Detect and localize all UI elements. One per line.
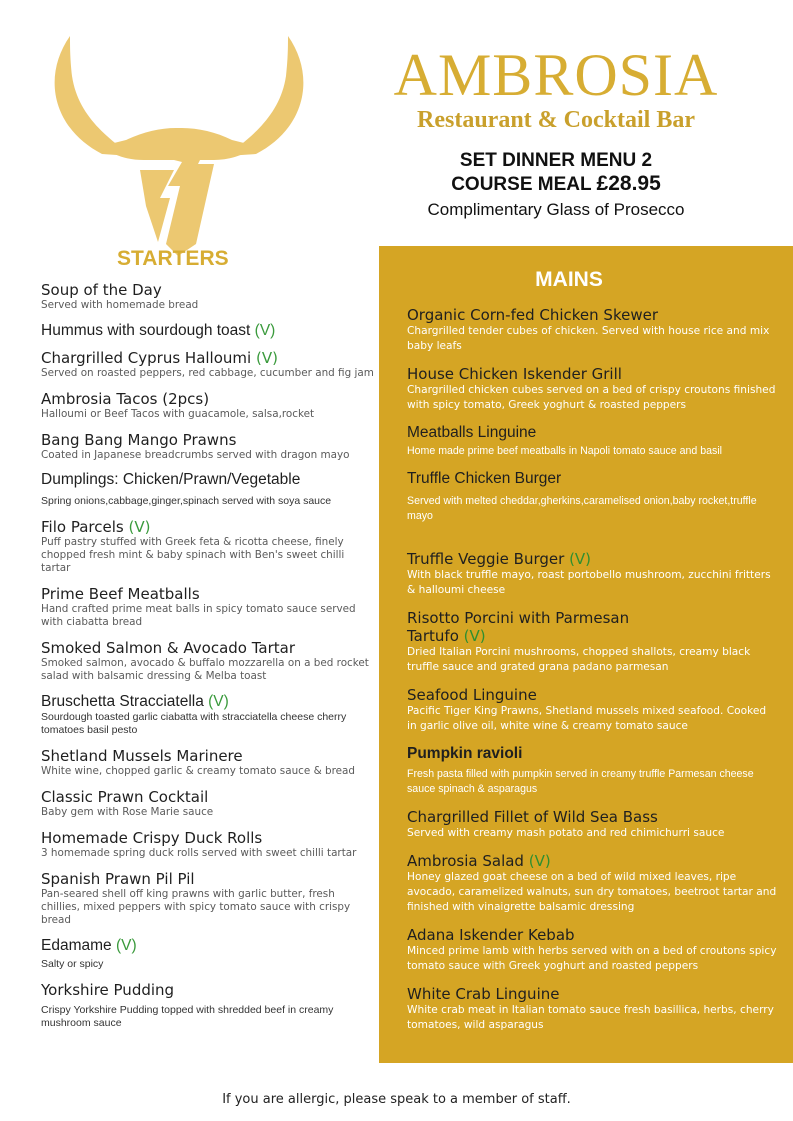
main-item xyxy=(407,808,779,841)
starter-item xyxy=(41,349,376,380)
main-name: Truffle Chicken Burger xyxy=(407,470,562,487)
vegetarian-badge: (V) xyxy=(528,852,551,870)
starter-desc: Hand crafted prime meat balls in spicy tomato sauce served with ciabatta bread xyxy=(41,603,356,628)
main-item xyxy=(407,609,779,675)
main-name: White Crab Linguine xyxy=(407,985,560,1003)
starter-name: Prime Beef Meatballs xyxy=(41,585,200,603)
starter-desc: Crispy Yorkshire Pudding topped with shredded beef in creamy mushroom sauce xyxy=(41,1004,334,1029)
main-desc: Home made prime beef meatballs in Napoli tomato sauce and basil xyxy=(407,445,723,457)
starter-name: Smoked Salmon & Avocado Tartar xyxy=(41,639,296,657)
main-name xyxy=(407,609,667,645)
set-menu-course-line xyxy=(386,172,726,196)
main-name: Pumpkin ravioli xyxy=(407,745,523,762)
main-item xyxy=(407,745,779,797)
starter-name-text: Filo Parcels xyxy=(41,518,124,536)
starter-name-text: Bruschetta Stracciatella xyxy=(41,693,204,710)
starter-name-text: Chargrilled Cyprus Halloumi xyxy=(41,349,252,367)
starter-name xyxy=(41,693,376,711)
set-menu-info xyxy=(386,149,726,222)
starter-item xyxy=(41,788,376,819)
vegetarian-badge: (V) xyxy=(254,322,276,339)
main-desc: With black truffle mayo, roast portobello mushroom, zucchini fritters & halloumi cheese xyxy=(407,569,771,596)
set-menu-price: £28.95 xyxy=(596,172,661,195)
main-name: Meatballs Linguine xyxy=(407,424,537,441)
starter-item xyxy=(41,870,376,927)
starter-desc: Sourdough toasted garlic ciabatta with stracciatella cheese cherry tomatoes basil pesto xyxy=(41,711,347,736)
course-label: COURSE MEAL xyxy=(451,174,592,195)
starter-desc: Baby gem with Rose Marie sauce xyxy=(41,806,214,818)
starter-desc: Puff pastry stuffed with Greek feta & ricotta cheese, finely chopped fresh mint & baby spinach with Ben's sweet chilli tartar xyxy=(41,536,345,574)
starters-heading: STARTERS xyxy=(117,247,229,270)
vegetarian-badge: (V) xyxy=(463,627,486,645)
starter-name xyxy=(41,518,376,536)
main-item xyxy=(407,985,779,1033)
starter-name: Yorkshire Pudding xyxy=(41,981,175,999)
starter-name: Classic Prawn Cocktail xyxy=(41,788,209,806)
starter-item xyxy=(41,390,376,421)
starter-name: Soup of the Day xyxy=(41,281,162,299)
main-name: Chargrilled Fillet of Wild Sea Bass xyxy=(407,808,658,826)
main-desc: Dried Italian Porcini mushrooms, chopped shallots, creamy black truffle sauce and grated grana padano parmesan xyxy=(407,646,751,673)
starter-item xyxy=(41,585,376,629)
main-item xyxy=(407,306,779,354)
starter-item xyxy=(41,693,376,737)
main-name: Seafood Linguine xyxy=(407,686,537,704)
starter-desc: Spring onions,cabbage,ginger,spinach served with soya sauce xyxy=(41,495,332,507)
starter-desc: Served with homemade bread xyxy=(41,299,199,311)
main-name xyxy=(407,550,779,568)
main-item xyxy=(407,926,779,974)
main-desc: Chargrilled tender cubes of chicken. Served with house rice and mix baby leafs xyxy=(407,325,770,352)
starter-name-text: Edamame xyxy=(41,937,112,954)
starter-desc: Halloumi or Beef Tacos with guacamole, salsa,rocket xyxy=(41,408,315,420)
starter-item xyxy=(41,322,376,340)
starter-item xyxy=(41,471,376,508)
brand-subtitle: Restaurant & Cocktail Bar xyxy=(417,107,695,133)
vegetarian-badge: (V) xyxy=(255,349,278,367)
main-item xyxy=(407,365,779,413)
starter-desc: White wine, chopped garlic & creamy tomato sauce & bread xyxy=(41,765,355,777)
mains-list xyxy=(407,306,779,1033)
main-desc: Fresh pasta filled with pumpkin served in creamy truffle Parmesan cheese sauce spinach & asparagus xyxy=(407,768,754,795)
starter-item xyxy=(41,518,376,575)
starter-desc: Coated in Japanese breadcrumbs served with dragon mayo xyxy=(41,449,350,461)
mains-heading: MAINS xyxy=(535,268,603,291)
mains-panel xyxy=(379,246,793,1063)
starters-list xyxy=(41,281,376,1030)
starter-item xyxy=(41,639,376,683)
main-name: Organic Corn-fed Chicken Skewer xyxy=(407,306,659,324)
main-desc: Honey glazed goat cheese on a bed of wild mixed leaves, ripe avocado, caramelized walnuts, sun dry tomatoes, beetroot tartar and finished with vinaigrette balsamic dressing xyxy=(407,871,777,913)
starter-desc: Pan-seared shell off king prawns with garlic butter, fresh chillies, mixed peppers with spicy tomato sauce with crispy bread xyxy=(41,888,351,926)
vegetarian-badge: (V) xyxy=(569,550,592,568)
main-name-text: Ambrosia Salad xyxy=(407,852,524,870)
allergy-note: If you are allergic, please speak to a member of staff. xyxy=(222,1092,571,1107)
starter-item xyxy=(41,747,376,778)
main-name: House Chicken Iskender Grill xyxy=(407,365,622,383)
starter-desc: Salty or spicy xyxy=(41,958,104,970)
starter-name: Spanish Prawn Pil Pil xyxy=(41,870,195,888)
main-name: Adana Iskender Kebab xyxy=(407,926,575,944)
starter-name xyxy=(41,349,376,367)
starter-name: Bang Bang Mango Prawns xyxy=(41,431,237,449)
main-name xyxy=(407,852,779,870)
starter-name xyxy=(41,937,376,955)
main-desc: Served with melted cheddar,gherkins,caramelised onion,baby rocket,truffle mayo xyxy=(407,495,757,522)
bull-logo-icon xyxy=(48,36,310,256)
vegetarian-badge: (V) xyxy=(208,693,229,710)
starter-item xyxy=(41,829,376,860)
starter-name: Dumplings: Chicken/Prawn/Vegetable xyxy=(41,471,301,488)
starter-desc: Served on roasted peppers, red cabbage, cucumber and fig jam xyxy=(41,367,374,379)
starter-desc: 3 homemade spring duck rolls served with sweet chilli tartar xyxy=(41,847,357,859)
main-desc: Minced prime lamb with herbs served with on a bed of croutons spicy tomato sauce with Greek yoghurt and roasted peppers xyxy=(407,945,777,972)
main-item xyxy=(407,852,779,915)
starter-desc: Smoked salmon, avocado & buffalo mozzarella on a bed rocket salad with balsamic dressing & Melba toast xyxy=(41,657,369,682)
starter-item xyxy=(41,937,376,971)
brand-header xyxy=(386,42,726,133)
main-item xyxy=(407,550,779,598)
starter-item xyxy=(41,431,376,462)
set-menu-prosecco: Complimentary Glass of Prosecco xyxy=(427,200,685,219)
starter-name xyxy=(41,322,376,340)
main-desc: White crab meat in Italian tomato sauce fresh basillica, herbs, cherry tomatoes, wild asparagus xyxy=(407,1004,774,1031)
starter-item xyxy=(41,281,376,312)
vegetarian-badge: (V) xyxy=(128,518,151,536)
brand-name: AMBROSIA xyxy=(393,42,719,108)
set-menu-title: SET DINNER MENU 2 xyxy=(459,150,653,171)
main-item xyxy=(407,470,779,524)
vegetarian-badge: (V) xyxy=(115,937,137,954)
main-desc: Chargrilled chicken cubes served on a bed of crispy croutons finished with spicy tomato, Greek yoghurt & roasted peppers xyxy=(407,384,776,411)
starter-name: Shetland Mussels Marinere xyxy=(41,747,243,765)
starter-name-text: Hummus with sourdough toast xyxy=(41,322,251,339)
main-item xyxy=(407,686,779,734)
starter-name: Ambrosia Tacos (2pcs) xyxy=(41,390,210,408)
main-name-text: Risotto Porcini with Parmesan Tartufo xyxy=(407,609,630,645)
starter-item xyxy=(41,981,376,1030)
main-name-text: Truffle Veggie Burger xyxy=(407,550,565,568)
main-desc: Pacific Tiger King Prawns, Shetland mussels mixed seafood. Cooked in garlic olive oil, white wine & creamy tomato sauce xyxy=(407,705,767,732)
starter-name: Homemade Crispy Duck Rolls xyxy=(41,829,263,847)
main-desc: Served with creamy mash potato and red chimichurri sauce xyxy=(407,827,725,839)
main-item xyxy=(407,424,779,459)
